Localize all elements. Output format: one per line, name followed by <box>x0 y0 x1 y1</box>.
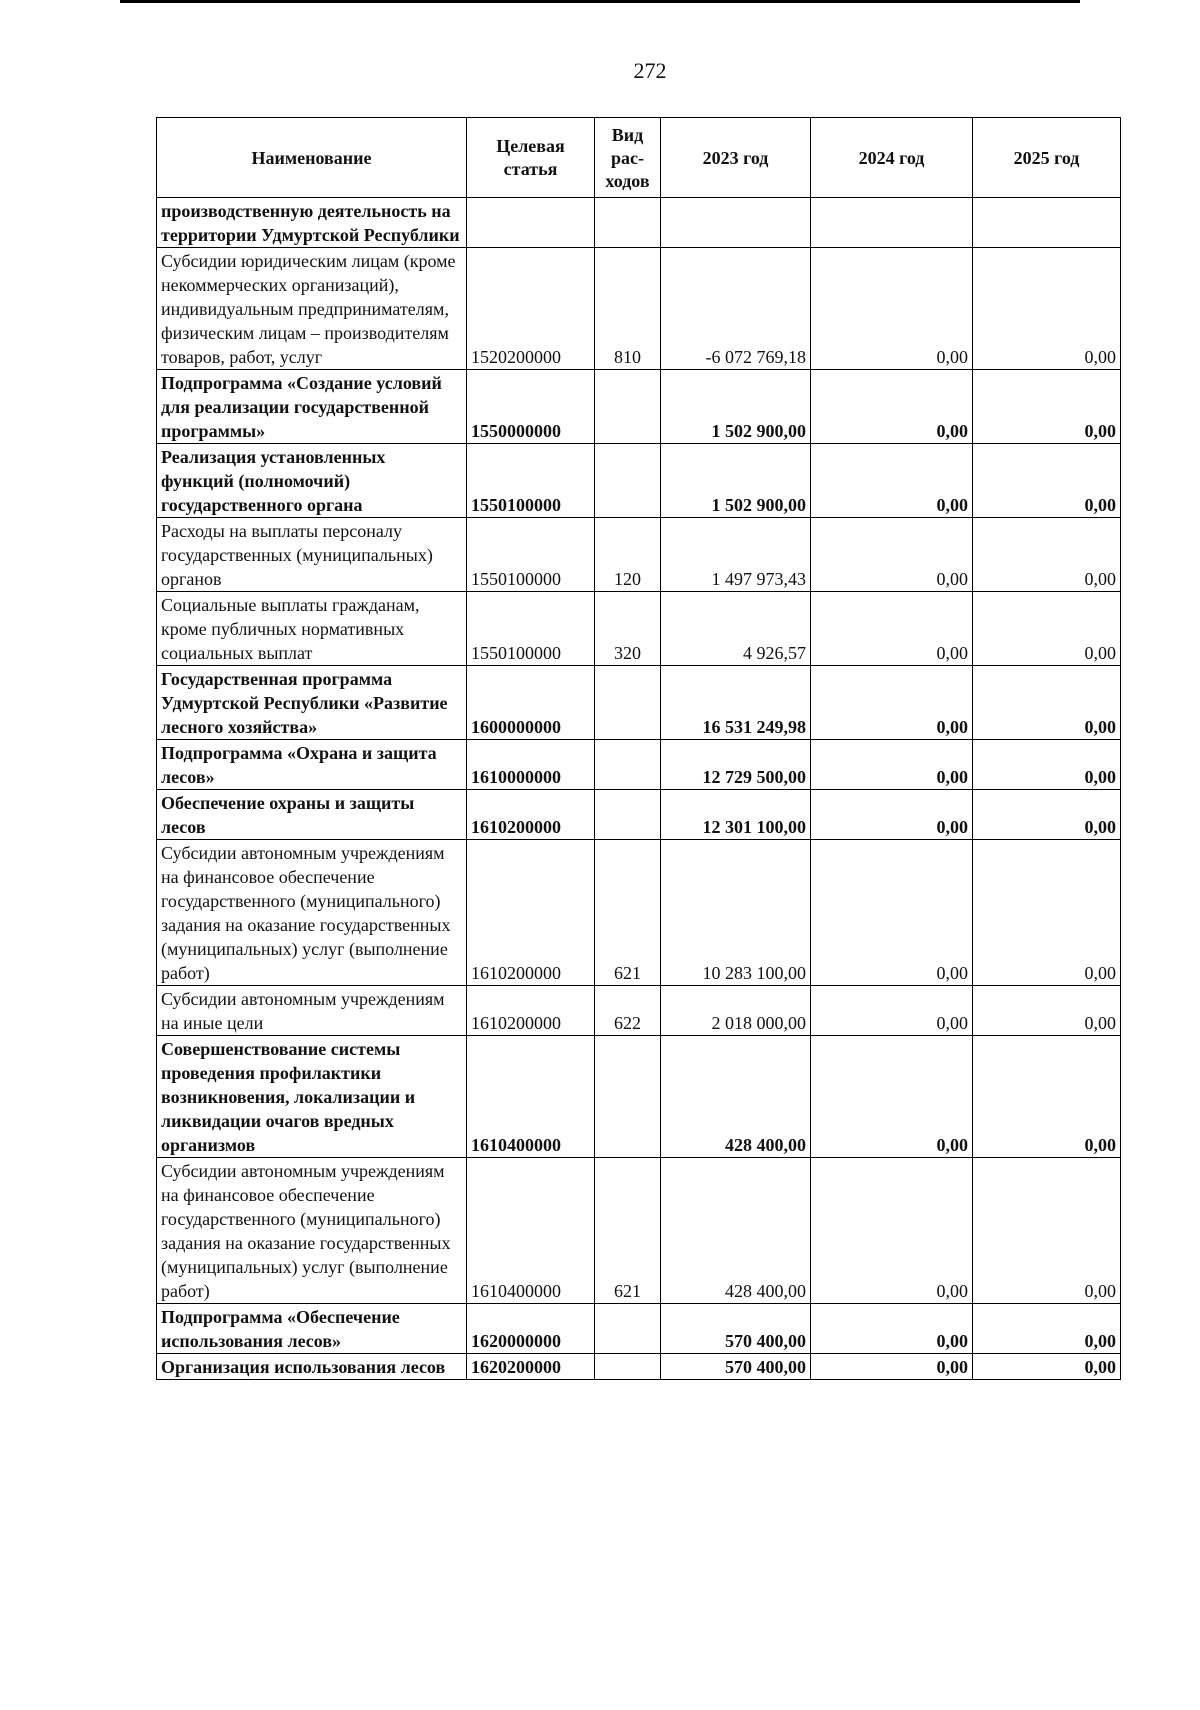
cell-target-article: 1520200000 <box>467 248 595 370</box>
table-row <box>157 1036 1121 1158</box>
cell-target-article: 1610200000 <box>467 986 595 1036</box>
cell-target-article: 1610200000 <box>467 840 595 986</box>
cell-2025: 0,00 <box>973 666 1121 740</box>
cell-name: Подпрограмма «Охрана и защита лесов» <box>157 740 467 790</box>
cell-2025: 0,00 <box>973 1304 1121 1354</box>
table-row <box>157 198 1121 248</box>
table-row <box>157 248 1121 370</box>
cell-name: производственную деятельность на территории Удмуртской Республики <box>157 198 467 248</box>
cell-expense-type <box>595 740 661 790</box>
cell-2023: 12 729 500,00 <box>661 740 811 790</box>
cell-expense-type: 810 <box>595 248 661 370</box>
cell-name: Государственная программа Удмуртской Республики «Развитие лесного хозяйства» <box>157 666 467 740</box>
table-row <box>157 518 1121 592</box>
cell-2024: 0,00 <box>811 518 973 592</box>
cell-target-article: 1620200000 <box>467 1354 595 1380</box>
cell-2023: 10 283 100,00 <box>661 840 811 986</box>
table-row <box>157 1304 1121 1354</box>
cell-2024: 0,00 <box>811 666 973 740</box>
cell-name: Субсидии юридическим лицам (кроме некоммерческих организаций), индивидуальным предпринимателям, физическим лицам – производителям товаров, работ, услуг <box>157 248 467 370</box>
header-2025: 2025 год <box>973 118 1121 198</box>
cell-2024: 0,00 <box>811 370 973 444</box>
cell-target-article: 1610200000 <box>467 790 595 840</box>
table-header-row <box>157 118 1121 198</box>
cell-2024: 0,00 <box>811 840 973 986</box>
cell-target-article: 1620000000 <box>467 1304 595 1354</box>
table-row <box>157 986 1121 1036</box>
cell-target-article: 1610400000 <box>467 1158 595 1304</box>
cell-target-article: 1610400000 <box>467 1036 595 1158</box>
cell-2025: 0,00 <box>973 592 1121 666</box>
cell-expense-type: 320 <box>595 592 661 666</box>
cell-name: Подпрограмма «Создание условий для реализации государственной программы» <box>157 370 467 444</box>
cell-2024: 0,00 <box>811 444 973 518</box>
cell-expense-type <box>595 370 661 444</box>
table-row <box>157 1158 1121 1304</box>
cell-name: Организация использования лесов <box>157 1354 467 1380</box>
cell-name: Обеспечение охраны и защиты лесов <box>157 790 467 840</box>
cell-2025: 0,00 <box>973 248 1121 370</box>
cell-name: Субсидии автономным учреждениям на финансовое обеспечение государственного (муниципального) задания на оказание государственных (муниципальных) услуг (выполнение работ) <box>157 840 467 986</box>
cell-2024: 0,00 <box>811 592 973 666</box>
table-row <box>157 1354 1121 1380</box>
page-number: 272 <box>633 58 667 83</box>
header-name: Наименование <box>157 118 467 198</box>
cell-expense-type <box>595 1354 661 1380</box>
cell-2025: 0,00 <box>973 370 1121 444</box>
table-row <box>157 740 1121 790</box>
budget-table <box>156 117 1121 1380</box>
cell-expense-type <box>595 444 661 518</box>
cell-2025 <box>973 198 1121 248</box>
cell-expense-type <box>595 1304 661 1354</box>
cell-expense-type <box>595 198 661 248</box>
cell-2024: 0,00 <box>811 986 973 1036</box>
cell-expense-type: 622 <box>595 986 661 1036</box>
table-row <box>157 790 1121 840</box>
cell-expense-type <box>595 666 661 740</box>
header-2024: 2024 год <box>811 118 973 198</box>
cell-2023: 1 502 900,00 <box>661 444 811 518</box>
cell-name: Расходы на выплаты персоналу государственных (муниципальных) органов <box>157 518 467 592</box>
cell-2025: 0,00 <box>973 1158 1121 1304</box>
cell-2023: 16 531 249,98 <box>661 666 811 740</box>
cell-2025: 0,00 <box>973 986 1121 1036</box>
cell-2023: 570 400,00 <box>661 1304 811 1354</box>
cell-2023: 428 400,00 <box>661 1036 811 1158</box>
cell-2024: 0,00 <box>811 1354 973 1380</box>
cell-2023: 12 301 100,00 <box>661 790 811 840</box>
header-target-article: Целевая статья <box>467 118 595 198</box>
cell-2025: 0,00 <box>973 740 1121 790</box>
cell-2023: 1 497 973,43 <box>661 518 811 592</box>
cell-expense-type <box>595 790 661 840</box>
table-row <box>157 666 1121 740</box>
cell-target-article <box>467 198 595 248</box>
cell-2024: 0,00 <box>811 740 973 790</box>
cell-name: Социальные выплаты гражданам, кроме публичных нормативных социальных выплат <box>157 592 467 666</box>
cell-name: Субсидии автономным учреждениям на иные цели <box>157 986 467 1036</box>
cell-2023: 4 926,57 <box>661 592 811 666</box>
cell-2025: 0,00 <box>973 1036 1121 1158</box>
cell-2023: 570 400,00 <box>661 1354 811 1380</box>
cell-target-article: 1550000000 <box>467 370 595 444</box>
cell-2024 <box>811 198 973 248</box>
cell-2024: 0,00 <box>811 248 973 370</box>
cell-target-article: 1550100000 <box>467 592 595 666</box>
cell-2024: 0,00 <box>811 1036 973 1158</box>
cell-2023: -6 072 769,18 <box>661 248 811 370</box>
cell-target-article: 1550100000 <box>467 444 595 518</box>
cell-2023: 428 400,00 <box>661 1158 811 1304</box>
table-row <box>157 592 1121 666</box>
cell-target-article: 1550100000 <box>467 518 595 592</box>
header-expense-type: Вид рас-ходов <box>595 118 661 198</box>
cell-expense-type: 621 <box>595 840 661 986</box>
cell-name: Субсидии автономным учреждениям на финансовое обеспечение государственного (муниципального) задания на оказание государственных (муниципальных) услуг (выполнение работ) <box>157 1158 467 1304</box>
cell-expense-type: 621 <box>595 1158 661 1304</box>
cell-name: Совершенствование системы проведения профилактики возникновения, локализации и ликвидации очагов вредных организмов <box>157 1036 467 1158</box>
cell-2025: 0,00 <box>973 518 1121 592</box>
cell-2025: 0,00 <box>973 840 1121 986</box>
table-row <box>157 370 1121 444</box>
cell-2023 <box>661 198 811 248</box>
table-row <box>157 444 1121 518</box>
cell-2024: 0,00 <box>811 1158 973 1304</box>
cell-expense-type: 120 <box>595 518 661 592</box>
cell-target-article: 1600000000 <box>467 666 595 740</box>
header-2023: 2023 год <box>661 118 811 198</box>
cell-2024: 0,00 <box>811 1304 973 1354</box>
cell-name: Реализация установленных функций (полномочий) государственного органа <box>157 444 467 518</box>
cell-2025: 0,00 <box>973 444 1121 518</box>
cell-2024: 0,00 <box>811 790 973 840</box>
cell-2025: 0,00 <box>973 1354 1121 1380</box>
cell-2025: 0,00 <box>973 790 1121 840</box>
cell-target-article: 1610000000 <box>467 740 595 790</box>
table-row <box>157 840 1121 986</box>
cell-expense-type <box>595 1036 661 1158</box>
cell-2023: 2 018 000,00 <box>661 986 811 1036</box>
cell-name: Подпрограмма «Обеспечение использования лесов» <box>157 1304 467 1354</box>
top-border-line <box>120 0 1080 3</box>
cell-2023: 1 502 900,00 <box>661 370 811 444</box>
